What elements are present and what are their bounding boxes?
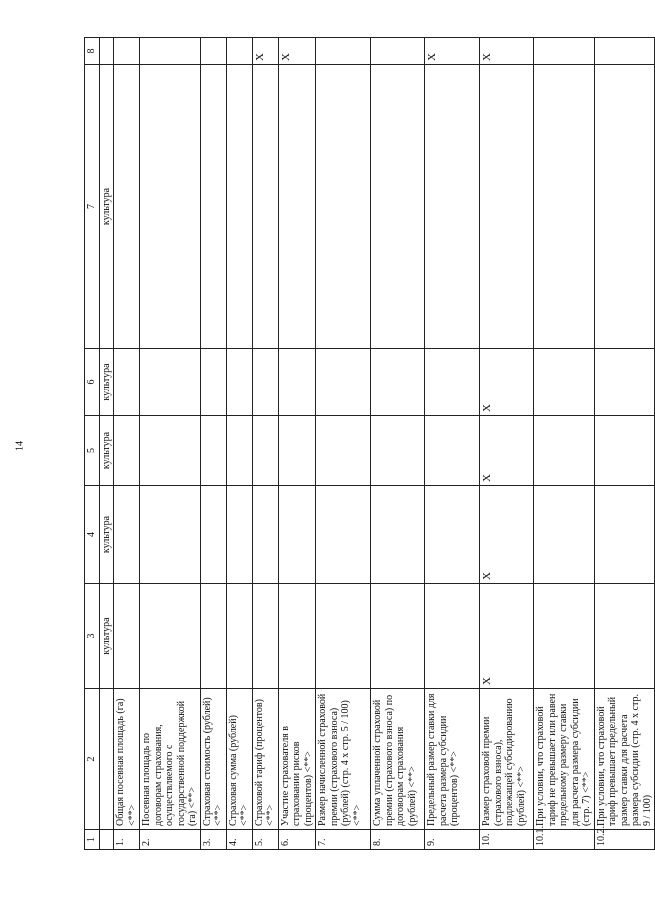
page-number: 14 bbox=[14, 441, 26, 451]
cell-col-7 bbox=[200, 65, 226, 349]
cell-col-7 bbox=[316, 65, 371, 349]
cell-col-5 bbox=[425, 416, 480, 486]
col-header-5: 5 bbox=[85, 416, 100, 486]
table-row bbox=[252, 38, 278, 850]
cell-col-7 bbox=[140, 65, 201, 349]
cell-col-8 bbox=[140, 38, 201, 65]
cell-col-8 bbox=[200, 38, 226, 65]
subheader-crop-6: культура bbox=[99, 349, 114, 416]
table-row bbox=[594, 38, 655, 850]
cell-col-4 bbox=[425, 486, 480, 584]
row-label: Страховая стоимость (рублей) <**> bbox=[200, 689, 226, 830]
cell-col-5 bbox=[594, 416, 655, 486]
cell-col-5 bbox=[114, 416, 140, 486]
subheader-crop-5: культура bbox=[99, 416, 114, 486]
row-label: Общая посевная площадь (га) <**> bbox=[114, 689, 140, 830]
row-number: 6. bbox=[278, 830, 316, 850]
cell-col-3 bbox=[594, 584, 655, 689]
col-header-3: 3 bbox=[85, 584, 100, 689]
cell-col-3 bbox=[226, 584, 252, 689]
cell-col-8: X bbox=[278, 38, 316, 65]
cell-col-7 bbox=[425, 65, 480, 349]
cell-col-3 bbox=[534, 584, 595, 689]
col-header-6: 6 bbox=[85, 349, 100, 416]
row-label: Участие страхователя в страховании рисков (процентов) <**> bbox=[278, 689, 316, 830]
cell-col-6: X bbox=[480, 349, 534, 416]
row-number: 7. bbox=[316, 830, 371, 850]
row-label: Посевная площадь по договорам страхования, осуществляемого с государственной поддержкой (га) <**> bbox=[140, 689, 201, 830]
cell-col-8 bbox=[594, 38, 655, 65]
table-row bbox=[316, 38, 371, 850]
row-number: 5. bbox=[252, 830, 278, 850]
cell-col-3 bbox=[140, 584, 201, 689]
table-row bbox=[371, 38, 425, 850]
cell-col-7 bbox=[278, 65, 316, 349]
cell-col-4 bbox=[226, 486, 252, 584]
table-row bbox=[480, 38, 534, 850]
cell-col-7 bbox=[480, 65, 534, 349]
cell-col-4 bbox=[140, 486, 201, 584]
subheader-blank-2 bbox=[99, 689, 114, 830]
row-label: При условии, что страховой тариф не превышает или равен предельному размеру ставки для расчета размера субсидии (стр. 7) <**> bbox=[534, 689, 595, 830]
cell-col-5: X bbox=[480, 416, 534, 486]
cell-col-5 bbox=[226, 416, 252, 486]
cell-col-5 bbox=[200, 416, 226, 486]
row-number: 9. bbox=[425, 830, 480, 850]
cell-col-7 bbox=[371, 65, 425, 349]
table-row bbox=[200, 38, 226, 850]
cell-col-6 bbox=[316, 349, 371, 416]
table-row bbox=[278, 38, 316, 850]
cell-col-4 bbox=[200, 486, 226, 584]
row-label: При условии, что страховой тариф превышает предельный размер ставки для расчета размера субсидии (стр. 4 x стр. 9 / 100) bbox=[594, 689, 655, 830]
cell-col-6 bbox=[226, 349, 252, 416]
cell-col-5 bbox=[534, 416, 595, 486]
cell-col-8 bbox=[316, 38, 371, 65]
cell-col-3: X bbox=[480, 584, 534, 689]
cell-col-8 bbox=[371, 38, 425, 65]
row-number: 10.1. bbox=[534, 830, 595, 850]
cell-col-5 bbox=[252, 416, 278, 486]
cell-col-8 bbox=[226, 38, 252, 65]
cell-col-5 bbox=[278, 416, 316, 486]
cell-col-7 bbox=[226, 65, 252, 349]
cell-col-8: X bbox=[425, 38, 480, 65]
row-label: Размер страховой премии (страхового взноса), подлежащей субсидированию (рублей) <**> bbox=[480, 689, 534, 830]
row-number: 10.2. bbox=[594, 830, 655, 850]
cell-col-4: X bbox=[480, 486, 534, 584]
row-label: Страховая сумма (рублей) <**> bbox=[226, 689, 252, 830]
cell-col-6 bbox=[534, 349, 595, 416]
header-row bbox=[85, 38, 100, 850]
cell-col-6 bbox=[200, 349, 226, 416]
row-number: 10. bbox=[480, 830, 534, 850]
cell-col-4 bbox=[316, 486, 371, 584]
cell-col-4 bbox=[278, 486, 316, 584]
cell-col-3 bbox=[252, 584, 278, 689]
cell-col-3 bbox=[200, 584, 226, 689]
table-row bbox=[534, 38, 595, 850]
cell-col-5 bbox=[371, 416, 425, 486]
row-number: 4. bbox=[226, 830, 252, 850]
table-row bbox=[226, 38, 252, 850]
table-row bbox=[114, 38, 140, 850]
cell-col-4 bbox=[534, 486, 595, 584]
cell-col-6 bbox=[594, 349, 655, 416]
cell-col-7 bbox=[252, 65, 278, 349]
cell-col-7 bbox=[594, 65, 655, 349]
row-label: Предельный размер ставки для расчета размера субсидии (процентов) <**> bbox=[425, 689, 480, 830]
cell-col-6 bbox=[140, 349, 201, 416]
cell-col-4 bbox=[371, 486, 425, 584]
cell-col-6 bbox=[252, 349, 278, 416]
cell-col-5 bbox=[140, 416, 201, 486]
cell-col-4 bbox=[594, 486, 655, 584]
row-label: Сумма уплаченной страховой премии (страхового взноса) по договорам страхования (рублей) <**> bbox=[371, 689, 425, 830]
cell-col-3 bbox=[371, 584, 425, 689]
cell-col-6 bbox=[278, 349, 316, 416]
cell-col-8: X bbox=[480, 38, 534, 65]
col-header-7: 7 bbox=[85, 65, 100, 349]
subheader-blank-8 bbox=[99, 38, 114, 65]
row-label: Размер начисленной страховой премии (страхового взноса) (рублей) (стр. 4 x стр. 5 / 100) <**> bbox=[316, 689, 371, 830]
row-number: 1. bbox=[114, 830, 140, 850]
subheader-crop-3: культура bbox=[99, 584, 114, 689]
cell-col-3 bbox=[425, 584, 480, 689]
cell-col-4 bbox=[252, 486, 278, 584]
subsidy-table-container bbox=[84, 38, 653, 850]
cell-col-3 bbox=[316, 584, 371, 689]
col-header-2: 2 bbox=[85, 689, 100, 830]
subheader-crop-4: культура bbox=[99, 486, 114, 584]
subheader-row bbox=[99, 38, 114, 850]
col-header-8: 8 bbox=[85, 38, 100, 65]
cell-col-7 bbox=[114, 65, 140, 349]
row-number: 3. bbox=[200, 830, 226, 850]
cell-col-6 bbox=[114, 349, 140, 416]
subheader-crop-7: культура bbox=[99, 65, 114, 349]
cell-col-6 bbox=[425, 349, 480, 416]
cell-col-8 bbox=[114, 38, 140, 65]
cell-col-8: X bbox=[252, 38, 278, 65]
cell-col-7 bbox=[534, 65, 595, 349]
row-number: 2. bbox=[140, 830, 201, 850]
table-row bbox=[425, 38, 480, 850]
col-header-4: 4 bbox=[85, 486, 100, 584]
cell-col-5 bbox=[316, 416, 371, 486]
cell-col-3 bbox=[114, 584, 140, 689]
row-label: Страховой тариф (процентов) <**> bbox=[252, 689, 278, 830]
subsidy-calculation-table bbox=[84, 37, 655, 850]
cell-col-8 bbox=[534, 38, 595, 65]
subheader-blank-1 bbox=[99, 830, 114, 850]
row-number: 8. bbox=[371, 830, 425, 850]
cell-col-4 bbox=[114, 486, 140, 584]
table-row bbox=[140, 38, 201, 850]
col-header-1: 1 bbox=[85, 830, 100, 850]
cell-col-6 bbox=[371, 349, 425, 416]
cell-col-3 bbox=[278, 584, 316, 689]
